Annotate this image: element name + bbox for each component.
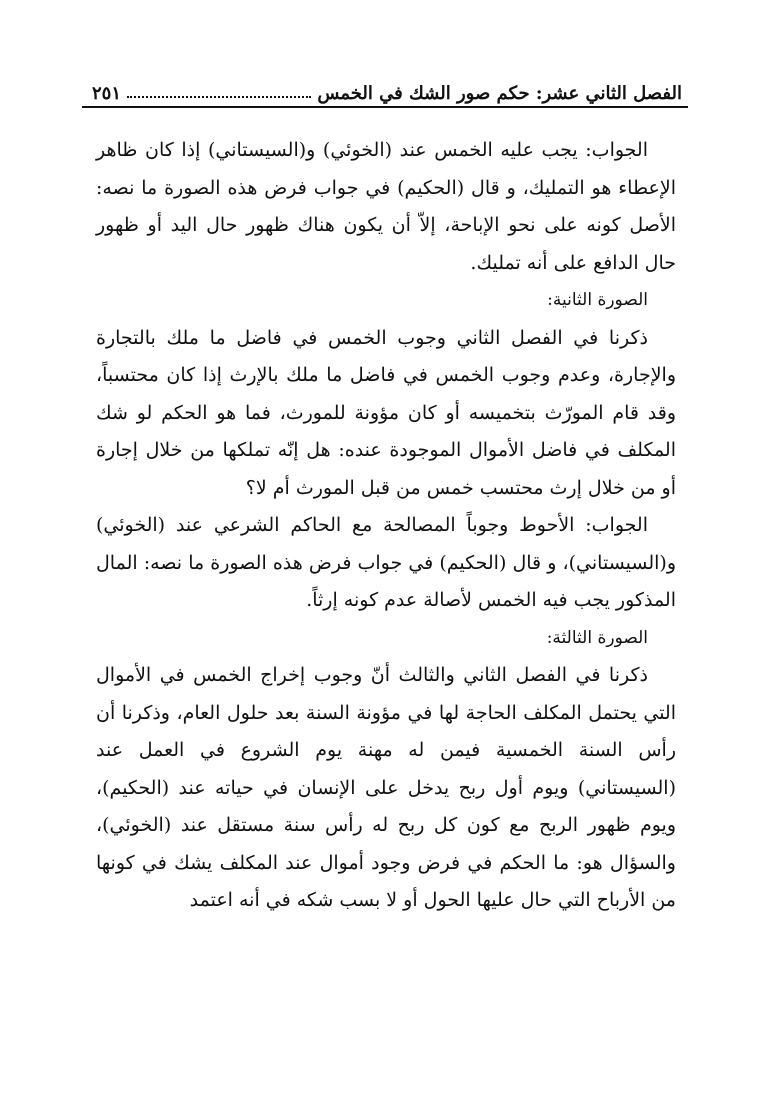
header-rule (82, 106, 688, 108)
paragraph-case-3: ذكرنا في الفصل الثاني والثالث أنّ وجوب إخراج الخمس في الأموال التي يحتمل المكلف الحاجة لها في مؤونة السنة بعد حلول العام، وذكرنا أن رأس السنة الخمسية فيمن له مهنة يوم الشروع في العمل عند (السيستاني) ويوم أول ربح يدخل على الإنسان في حياته عند (الحكيم)، ويوم ظهور الربح مع كون كل ربح له رأس سنة مستقل عند (الخوئي)، والسؤال هو: ما الحكم في فرض وجود أموال عند المكلف يشك في كونها من الأرباح التي حال عليها الحول أو لا بسب شكه في أنه اعتمد (96, 664, 676, 911)
running-header (92, 64, 682, 104)
paragraph-answer-1: الجواب: يجب عليه الخمس عند (الخوئي) و(السيستاني) إذا كان ظاهر الإعطاء هو التمليك، و قال (الحكيم) في جواب فرض هذه الصورة ما نصه: الأصل كونه على نحو الإباحة، إلاّ أن يكون هناك ظهور حال اليد أو ظهور حال الدافع على أنه تمليك. (96, 139, 676, 274)
paragraph-case-2: ذكرنا في الفصل الثاني وجوب الخمس في فاضل ما ملك بالتجارة والإجارة، وعدم وجوب الخمس في فاضل ما ملك بالإرث إذا كان محتسباً، وقد قام المورّث بتخميسه أو كان مؤونة للمورث، فما هو الحكم لو شك المكلف في فاضل الأموال الموجودة عنده: هل إنّه تملكها من خلال إجارة أو من خلال إرث محتسب خمس من قبل المورث أم لا؟ (96, 326, 676, 499)
leader-dots (127, 96, 311, 98)
paragraph-answer-2: الجواب: الأحوط وجوباً المصالحة مع الحاكم الشرعي عند (الخوئي) و(السيستاني)، و قال (الحكيم) في جواب فرض هذه الصورة ما نصه: المال المذكور يجب فيه الخمس لأصالة عدم كونه إرثاً. (96, 514, 676, 611)
chapter-title: الفصل الثاني عشر: حكم صور الشك في الخمس (317, 83, 682, 104)
section-heading-3: الصورة الثالثة: (546, 627, 648, 648)
page-number: ٢٥١ (92, 83, 122, 104)
body-text (96, 132, 676, 920)
section-heading-2: الصورة الثانية: (547, 290, 648, 310)
